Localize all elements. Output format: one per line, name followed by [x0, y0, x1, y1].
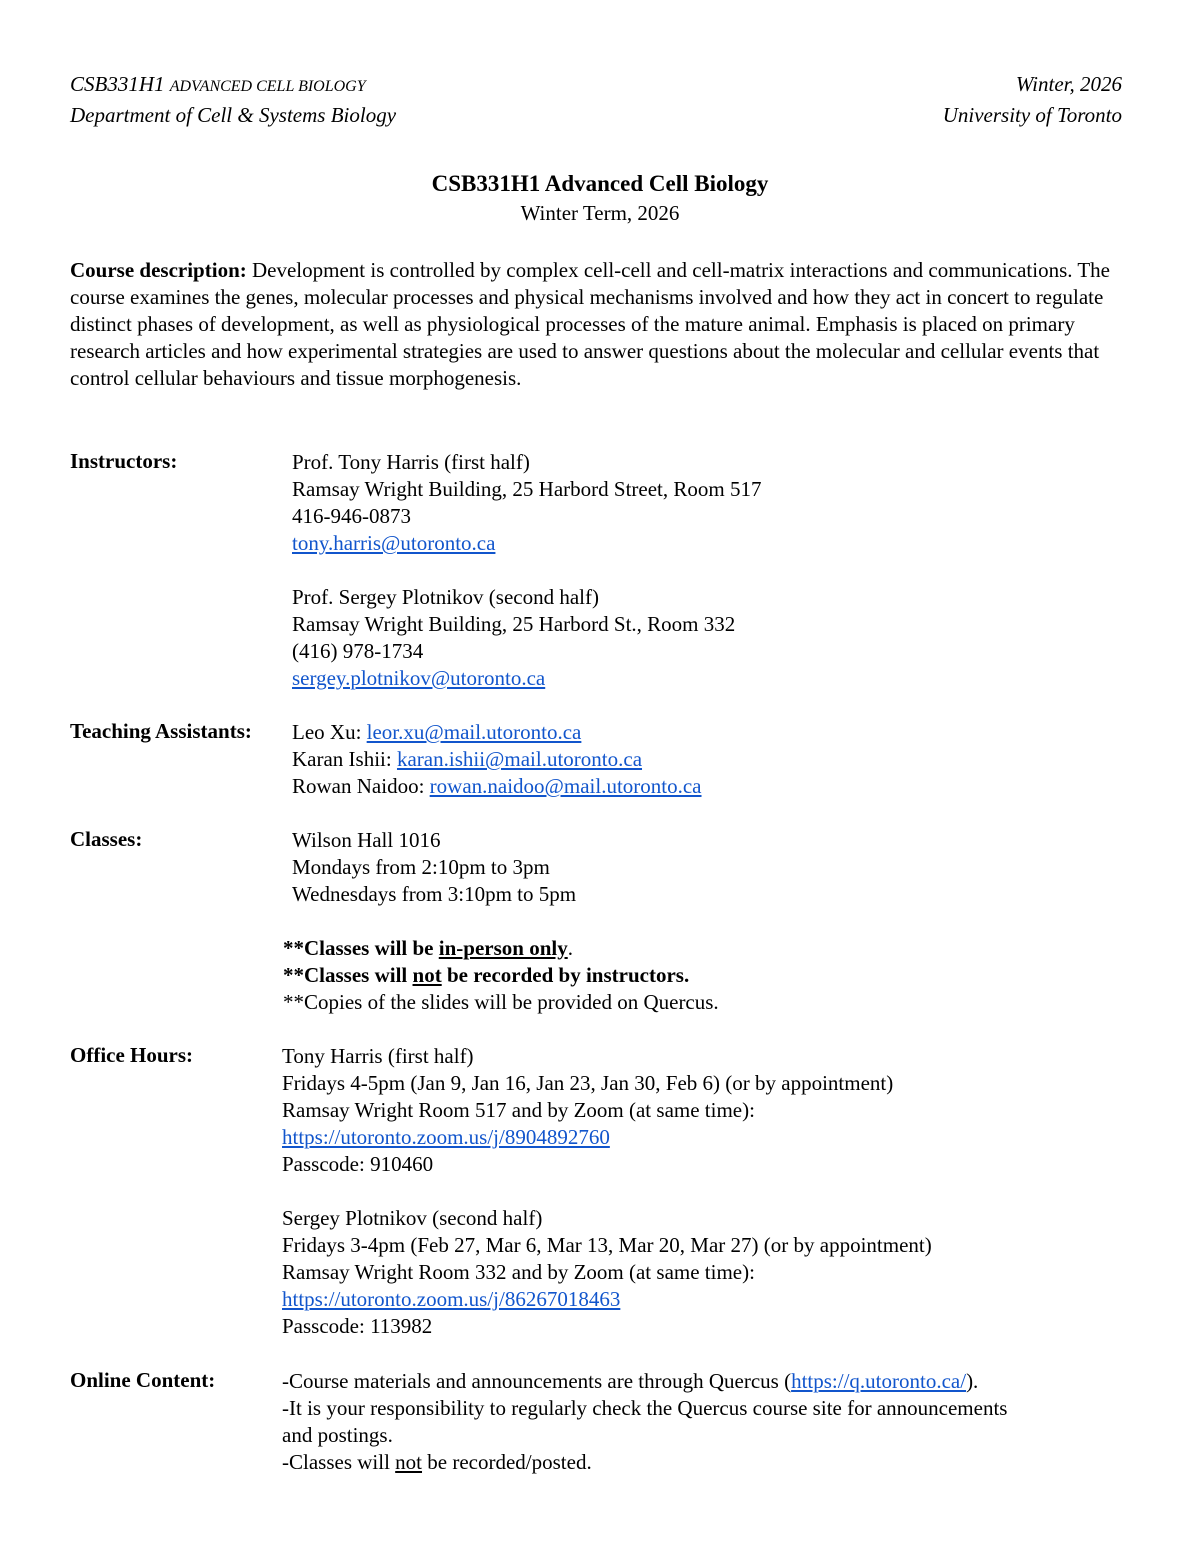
oh-2-times: Fridays 3-4pm (Feb 27, Mar 6, Mar 13, Mar 20, Mar 27) (or by appointment) [282, 1233, 932, 1257]
ta-2-name: Karan Ishii: [292, 747, 397, 771]
instructor-1-phone: 416-946-0873 [292, 504, 411, 528]
oh-2-passcode: Passcode: 113982 [282, 1314, 433, 1338]
ta-3-name: Rowan Naidoo: [292, 774, 430, 798]
oh-1-passcode: Passcode: 910460 [282, 1152, 434, 1176]
classes-wednesday: Wednesdays from 3:10pm to 5pm [292, 882, 577, 906]
instructor-2-address: Ramsay Wright Building, 25 Harbord St., Room 332 [292, 612, 736, 636]
oh-2-name: Sergey Plotnikov (second half) [282, 1206, 543, 1230]
online-line-1 [282, 1368, 1007, 1395]
classes-note-slides: **Copies of the slides will be provided on Quercus. [283, 990, 719, 1014]
ta-3-email-link[interactable]: rowan.naidoo@mail.utoronto.ca [429, 774, 702, 798]
classes-note-recording [283, 962, 719, 989]
ta-item [292, 746, 702, 773]
header-university: University of Toronto [942, 103, 1122, 127]
online-line-4-underlined: not [395, 1450, 423, 1474]
online-line-4-post: be recorded/posted. [422, 1450, 592, 1474]
classes-note-in-person [283, 935, 719, 962]
note2-underlined: not [412, 963, 442, 987]
instructor-1-name: Prof. Tony Harris (first half) [292, 450, 530, 474]
oh-2-where: Ramsay Wright Room 332 and by Zoom (at same time): [282, 1260, 755, 1284]
online-content-label: Online Content: [70, 1368, 216, 1392]
ta-item [292, 719, 702, 746]
page-subtitle: Winter Term, 2026 [520, 201, 680, 225]
running-header [70, 70, 1122, 129]
instructor-2-name: Prof. Sergey Plotnikov (second half) [292, 585, 599, 609]
online-line-1-text: -Course materials and announcements are through Quercus ( [282, 1369, 792, 1393]
online-line-3: and postings. [282, 1423, 393, 1447]
oh-1-name: Tony Harris (first half) [282, 1044, 474, 1068]
course-description-label: Course description: [70, 258, 247, 282]
instructor-2-phone: (416) 978-1734 [292, 639, 424, 663]
header-department: Department of Cell & Systems Biology [70, 103, 397, 127]
classes-location: Wilson Hall 1016 [292, 828, 441, 852]
instructor-1-address: Ramsay Wright Building, 25 Harbord Street, Room 517 [292, 477, 762, 501]
oh-2-zoom-link[interactable]: https://utoronto.zoom.us/j/86267018463 [282, 1287, 621, 1311]
note2-pre: **Classes will [283, 963, 413, 987]
oh-1-times: Fridays 4-5pm (Jan 9, Jan 16, Jan 23, Jan 30, Feb 6) (or by appointment) [282, 1071, 894, 1095]
oh-1-zoom-link[interactable]: https://utoronto.zoom.us/j/8904892760 [282, 1125, 610, 1149]
page-title: CSB331H1 Advanced Cell Biology [431, 171, 769, 196]
classes-label: Classes: [70, 827, 143, 851]
instructor-1-email-link[interactable]: tony.harris@utoronto.ca [292, 531, 496, 555]
tas-label: Teaching Assistants: [70, 719, 252, 743]
ta-2-email-link[interactable]: karan.ishii@mail.utoronto.ca [396, 747, 643, 771]
quercus-link[interactable]: https://q.utoronto.ca/ [791, 1369, 967, 1393]
online-line-1-end: ). [966, 1369, 979, 1393]
oh-1-where: Ramsay Wright Room 517 and by Zoom (at same time): [282, 1098, 755, 1122]
note2-post: be recorded by instructors. [441, 963, 690, 987]
course-description [70, 257, 1130, 392]
ta-item [292, 773, 702, 800]
instructor-2-email-link[interactable]: sergey.plotnikov@utoronto.ca [292, 666, 546, 690]
header-course-name: ADVANCED CELL BIOLOGY [169, 78, 366, 95]
note1-pre: **Classes will be [283, 936, 439, 960]
instructors-label: Instructors: [70, 449, 178, 473]
note1-post: . [567, 936, 573, 960]
online-line-4 [282, 1449, 1007, 1476]
classes-monday: Mondays from 2:10pm to 3pm [292, 855, 550, 879]
office-hours-label: Office Hours: [70, 1043, 194, 1067]
ta-1-email-link[interactable]: leor.xu@mail.utoronto.ca [366, 720, 582, 744]
online-line-2: -It is your responsibility to regularly check the Quercus course site for announcements [282, 1396, 1008, 1420]
course-description-text: Development is controlled by complex cell-cell and cell-matrix interactions and communications. The course examines the genes, molecular processes and physical mechanisms involved and how they act in concert to regulate distinct phases of development, as well as physiological processes of the mature animal. Emphasis is placed on primary research articles and how experimental strategies are used to answer questions about the molecular and cellular events that control cellular behaviours and tissue morphogenesis. [70, 258, 1111, 390]
header-course [70, 70, 366, 101]
ta-1-name: Leo Xu: [292, 720, 367, 744]
header-term: Winter, 2026 [1015, 72, 1122, 96]
online-line-4-pre: -Classes will [282, 1450, 396, 1474]
note1-underlined: in-person only [438, 936, 568, 960]
header-course-code: CSB331H1 [70, 72, 170, 96]
